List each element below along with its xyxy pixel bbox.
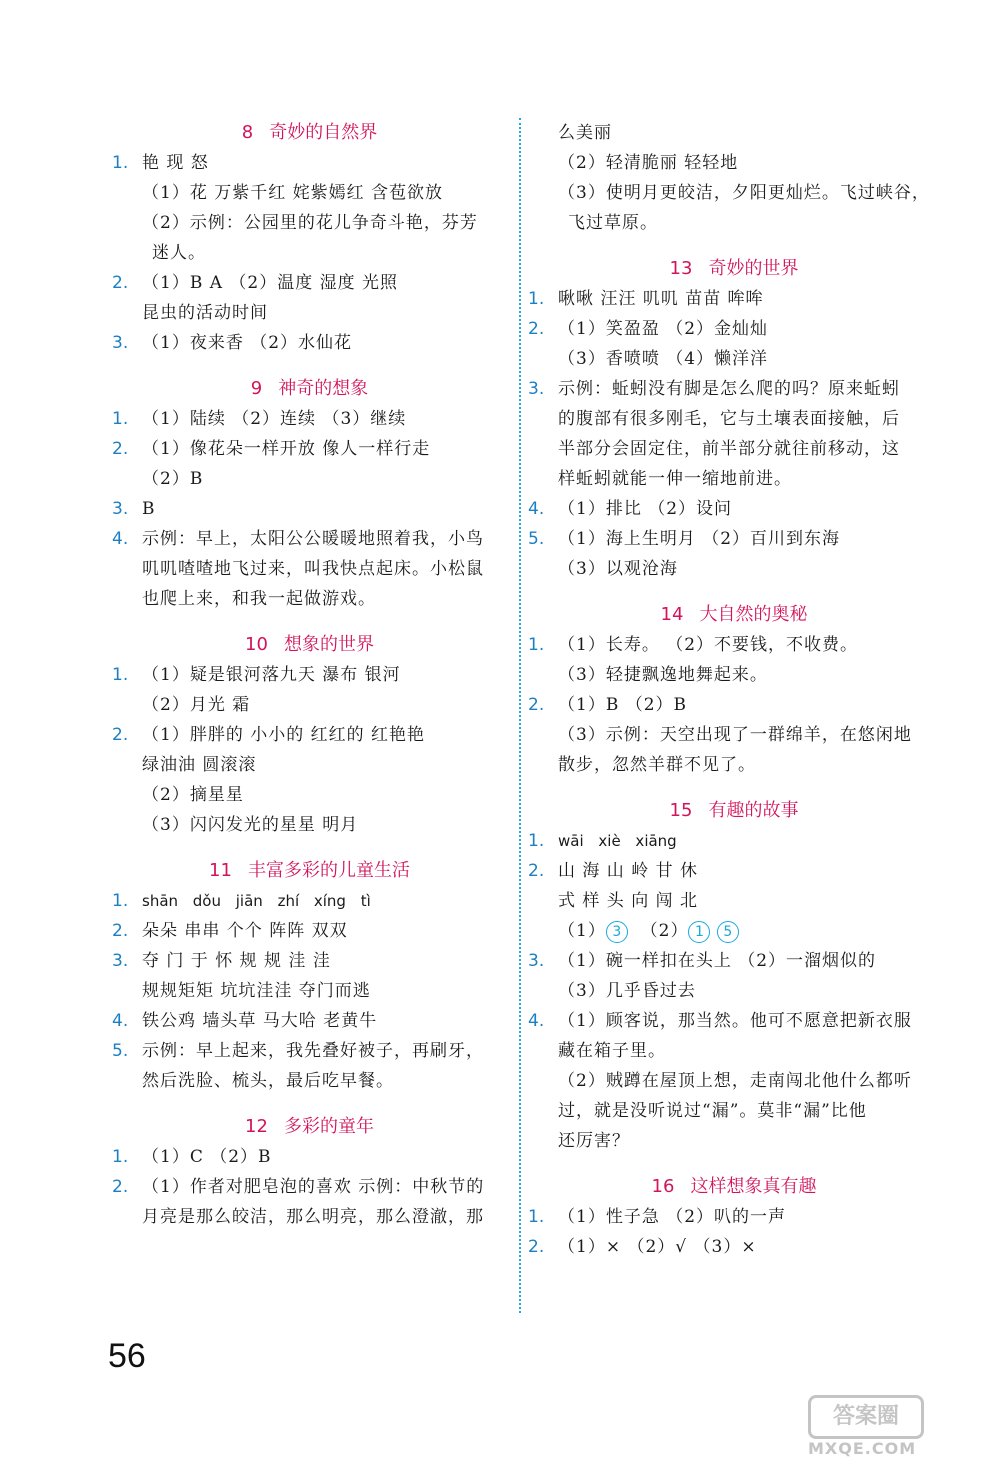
watermark-url: MXQE.COM — [808, 1439, 917, 1458]
answer-line — [112, 434, 507, 464]
answer-line — [528, 1006, 940, 1036]
question-number: 3. — [112, 333, 129, 353]
answer-text: 半部分会固定住，前半部分就往前移动，这 — [558, 439, 900, 459]
question-number: 2. — [112, 273, 129, 293]
question-number: 2. — [528, 695, 545, 715]
answer-text: （1）胖胖的 小小的 红红的 红艳艳 — [142, 725, 426, 745]
answer-text: （2）示例：公园里的花儿争奇斗艳，芬芳 — [142, 213, 478, 233]
section-number: 9 — [250, 378, 263, 399]
answer-text: 样蚯蚓就能一伸一缩地前进。 — [558, 469, 792, 489]
answer-text: 夺 门 于 怀 规 规 洼 洼 — [142, 951, 331, 971]
section-title-text: 奇妙的自然界 — [269, 122, 378, 143]
answer-line — [112, 1066, 507, 1096]
answer-line — [112, 916, 507, 946]
answer-text: （1）陆续 （2）连续 （3）继续 — [142, 409, 407, 429]
answer-line — [528, 314, 940, 344]
answer-text: 然后洗脸、梳头，最后吃早餐。 — [142, 1071, 394, 1091]
answer-text: （1）× （2）√ （3）× — [558, 1237, 757, 1257]
answer-line — [112, 810, 507, 840]
answer-text: 月亮是那么皎洁，那么明亮，那么澄澈，那 — [142, 1207, 484, 1227]
answer-line — [112, 584, 507, 614]
answer-line — [528, 374, 940, 404]
question-number: 1. — [528, 635, 545, 655]
right-column — [528, 118, 940, 1262]
question-number: 4. — [112, 529, 129, 549]
answer-text: 艳 现 怒 — [142, 153, 209, 173]
section-title-text: 丰富多彩的儿童生活 — [247, 860, 410, 881]
answer-text: 迷人。 — [152, 243, 206, 263]
answer-text: 散步，忽然羊群不见了。 — [558, 755, 756, 775]
answer-line — [528, 630, 940, 660]
answer-text: 铁公鸡 墙头草 马大哈 老黄牛 — [142, 1011, 378, 1031]
answer-line — [112, 946, 507, 976]
answer-text: （2）贼蹲在屋顶上想，走南闯北他什么都听 — [558, 1071, 912, 1091]
answer-text: 过，就是没听说过“漏”。莫非“漏”比他 — [558, 1101, 867, 1121]
answer-text: （1）长寿。 （2）不要钱，不收费。 — [558, 635, 859, 655]
answer-line — [112, 750, 507, 780]
section-title-9 — [112, 374, 507, 404]
answer-line — [112, 1006, 507, 1036]
answer-line — [112, 524, 507, 554]
question-number: 2. — [528, 861, 545, 881]
section-title-text: 神奇的想象 — [278, 378, 369, 399]
watermark — [808, 1395, 983, 1458]
answer-line — [112, 268, 507, 298]
question-number: 2. — [112, 1177, 129, 1197]
answer-text: （1）笑盈盈 （2）金灿灿 — [558, 319, 769, 339]
answer-line — [112, 1036, 507, 1066]
answer-text: 朵朵 串串 个个 阵阵 双双 — [142, 921, 348, 941]
answer-text: 示例：早上起来，我先叠好被子，再刷牙， — [142, 1041, 484, 1061]
section-title-text: 多彩的童年 — [283, 1116, 374, 1137]
question-number: 1. — [528, 831, 545, 851]
answer-text: （3）轻捷飘逸地舞起来。 — [558, 665, 768, 685]
answer-line — [112, 1142, 507, 1172]
answer-line — [528, 886, 940, 916]
answer-text: （1）顾客说，那当然。他可不愿意把新衣服 — [558, 1011, 912, 1031]
answer-line — [528, 494, 940, 524]
answer-text: 藏在箱子里。 — [558, 1041, 666, 1061]
answer-line — [528, 720, 940, 750]
answer-line — [528, 178, 940, 208]
answer-text: （1）性子急 （2）叭的一声 — [558, 1207, 787, 1227]
answer-text: 昆虫的活动时间 — [142, 303, 268, 323]
section-title-11 — [112, 856, 507, 886]
answer-line — [112, 1202, 507, 1232]
section-number: 10 — [245, 634, 268, 655]
answer-text: （2） — [627, 921, 689, 941]
question-number: 1. — [112, 409, 129, 429]
answer-line — [528, 554, 940, 584]
answer-text: 的腹部有很多刚毛，它与土壤表面接触，后 — [558, 409, 900, 429]
answer-text: 么美丽 — [558, 123, 612, 143]
section-number: 12 — [245, 1116, 268, 1137]
question-number: 1. — [112, 153, 129, 173]
answer-line — [528, 1232, 940, 1262]
section-number: 8 — [241, 122, 254, 143]
question-number: 1. — [112, 665, 129, 685]
answer-line — [528, 404, 940, 434]
answer-line — [528, 660, 940, 690]
section-title-text: 想象的世界 — [283, 634, 374, 655]
question-number: 1. — [112, 891, 129, 911]
answer-text: （2）摘星星 — [142, 785, 244, 805]
answer-line — [112, 494, 507, 524]
answer-line — [528, 1202, 940, 1232]
answer-line — [528, 344, 940, 374]
answer-text: （1）疑是银河落九天 瀑布 银河 — [142, 665, 401, 685]
page-number: 56 — [108, 1337, 146, 1375]
answer-text: （1）夜来香 （2）水仙花 — [142, 333, 353, 353]
answer-line — [528, 690, 940, 720]
answer-line — [112, 238, 507, 268]
answer-line — [112, 780, 507, 810]
section-title-14 — [528, 600, 940, 630]
answer-line — [112, 178, 507, 208]
circled-number: 5 — [717, 921, 739, 943]
answer-text: （1）C （2）B — [142, 1147, 272, 1167]
answer-line — [528, 916, 940, 946]
answer-text: （3）使明月更皎洁，夕阳更灿烂。飞过峡谷， — [558, 183, 930, 203]
section-title-12 — [112, 1112, 507, 1142]
section-title-13 — [528, 254, 940, 284]
answer-line — [112, 464, 507, 494]
answer-line — [112, 720, 507, 750]
section-title-16 — [528, 1172, 940, 1202]
answer-text: （1）作者对肥皂泡的喜欢 示例：中秋节的 — [142, 1177, 485, 1197]
answer-text: （3）以观沧海 — [558, 559, 678, 579]
answer-text: 山 海 山 岭 甘 休 — [558, 861, 699, 881]
answer-line — [528, 208, 940, 238]
answer-text: （3）闪闪发光的星星 明月 — [142, 815, 359, 835]
answer-line — [112, 976, 507, 1006]
answer-line — [112, 690, 507, 720]
answer-text: （2）月光 霜 — [142, 695, 251, 715]
answer-text: 绿油油 圆滚滚 — [142, 755, 257, 775]
answer-line — [112, 328, 507, 358]
answer-line — [528, 524, 940, 554]
answer-text: （2）轻清脆丽 轻轻地 — [558, 153, 739, 173]
answer-text: （3）示例：天空出现了一群绵羊，在悠闲地 — [558, 725, 912, 745]
circled-number: 3 — [606, 921, 628, 943]
answer-line — [112, 660, 507, 690]
answer-line — [528, 284, 940, 314]
answer-line — [528, 1036, 940, 1066]
question-number: 1. — [528, 1207, 545, 1227]
answer-line — [112, 554, 507, 584]
section-title-8 — [112, 118, 507, 148]
answer-line — [112, 298, 507, 328]
section-number: 14 — [660, 604, 684, 625]
question-number: 3. — [112, 499, 129, 519]
question-number: 4. — [528, 499, 545, 519]
answer-text: 啾啾 汪汪 叽叽 苗苗 哞哞 — [558, 289, 764, 309]
column-divider — [519, 118, 521, 1313]
answer-text: 示例：蚯蚓没有脚是怎么爬的吗？原来蚯蚓 — [558, 379, 900, 399]
answer-text: 也爬上来，和我一起做游戏。 — [142, 589, 376, 609]
answer-text: （1）碗一样扣在头上 （2）一溜烟似的 — [558, 951, 877, 971]
left-column — [112, 118, 507, 1232]
answer-line — [112, 404, 507, 434]
answer-text: （1）B A （2）温度 湿度 光照 — [142, 273, 399, 293]
question-number: 2. — [528, 319, 545, 339]
question-number: 1. — [528, 289, 545, 309]
question-number: 3. — [528, 379, 545, 399]
answer-text: （1）排比 （2）设问 — [558, 499, 733, 519]
answer-line — [112, 148, 507, 178]
answer-text: 还厉害？ — [558, 1131, 630, 1151]
question-number: 2. — [112, 725, 129, 745]
answer-line — [528, 464, 940, 494]
answer-text: 飞过草原。 — [568, 213, 658, 233]
section-title-10 — [112, 630, 507, 660]
answer-text: （1） — [558, 921, 606, 941]
question-number: 4. — [112, 1011, 129, 1031]
circled-number: 1 — [688, 921, 710, 943]
answer-text: （1）像花朵一样开放 像人一样行走 — [142, 439, 431, 459]
answer-text: 规规矩矩 坑坑洼洼 夺门而逃 — [142, 981, 371, 1001]
answer-line — [528, 1126, 940, 1156]
question-number: 3. — [112, 951, 129, 971]
section-title-text: 奇妙的世界 — [708, 258, 799, 279]
question-number: 5. — [528, 529, 545, 549]
watermark-logo: 答案圈 — [808, 1395, 924, 1439]
answer-line — [528, 856, 940, 886]
answer-text: （3）香喷喷 （4）懒洋洋 — [558, 349, 769, 369]
answer-line — [528, 750, 940, 780]
answer-line — [528, 148, 940, 178]
question-number: 2. — [112, 439, 129, 459]
answer-line — [112, 208, 507, 238]
section-title-text: 大自然的奥秘 — [699, 604, 808, 625]
answer-line — [528, 946, 940, 976]
answer-line — [528, 434, 940, 464]
answer-line — [528, 118, 940, 148]
section-number: 13 — [669, 258, 693, 279]
question-number: 1. — [112, 1147, 129, 1167]
answer-text: （1）B （2）B — [558, 695, 688, 715]
answer-text: （1）海上生明月 （2）百川到东海 — [558, 529, 841, 549]
question-number: 2. — [112, 921, 129, 941]
question-number: 2. — [528, 1237, 545, 1257]
question-number: 5. — [112, 1041, 129, 1061]
answer-line — [528, 1066, 940, 1096]
answer-text: （2）B — [142, 469, 204, 489]
answer-text: （1）花 万紫千红 姹紫嫣红 含苞欲放 — [142, 183, 444, 203]
question-number: 3. — [528, 951, 545, 971]
answer-line — [528, 826, 940, 856]
answer-text: 示例：早上，太阳公公暖暖地照着我，小鸟 — [142, 529, 484, 549]
section-title-text: 有趣的故事 — [708, 800, 799, 821]
answer-line — [112, 1172, 507, 1202]
pinyin-answer: wāi xiè xiāng — [558, 832, 677, 850]
pinyin-answer: shān dǒu jiān zhí xíng tì — [142, 892, 371, 910]
answer-text: 式 样 头 向 闯 北 — [558, 891, 699, 911]
answer-line — [112, 886, 507, 916]
section-number: 15 — [669, 800, 693, 821]
answer-line — [528, 976, 940, 1006]
answer-line — [528, 1096, 940, 1126]
question-number: 4. — [528, 1011, 545, 1031]
answer-text: B — [142, 499, 156, 519]
answer-text: 叽叽喳喳地飞过来，叫我快点起床。小松鼠 — [142, 559, 484, 579]
section-number: 16 — [651, 1176, 675, 1197]
section-title-text: 这样想象真有趣 — [690, 1176, 817, 1197]
section-title-15 — [528, 796, 940, 826]
answer-text: （3）几乎昏过去 — [558, 981, 696, 1001]
section-number: 11 — [209, 860, 232, 881]
